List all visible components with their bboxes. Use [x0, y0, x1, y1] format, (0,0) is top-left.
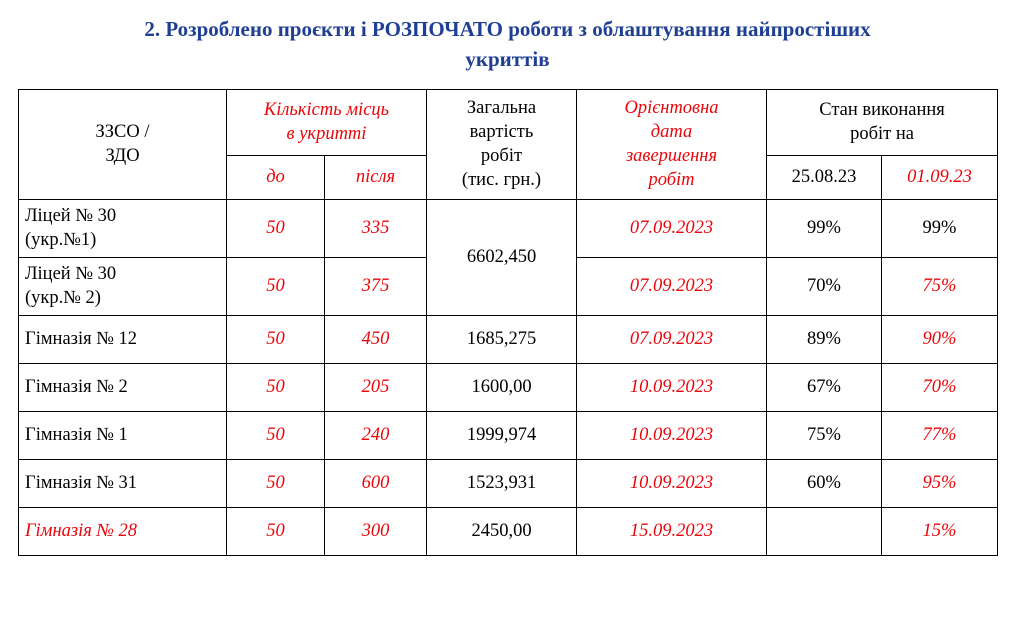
cell-status-1 — [767, 507, 882, 555]
cell-school-line1: Гімназія № 31 — [25, 473, 138, 494]
cell-school-line2: (укр.№ 2) — [25, 288, 101, 309]
header-cost-line1: Загальна — [466, 98, 537, 119]
cell-places-after: 205 — [325, 363, 427, 411]
header-places-group-line1: Кількість місць — [263, 100, 390, 121]
cell-places-after: 450 — [325, 315, 427, 363]
cell-status-2: 70% — [882, 363, 998, 411]
header-places-after: після — [325, 155, 427, 199]
cell-status-1: 99% — [767, 199, 882, 257]
cell-cost: 1523,931 — [427, 459, 577, 507]
cell-school — [19, 411, 227, 459]
cell-cost: 1999,974 — [427, 411, 577, 459]
header-places-group-line2: в укритті — [286, 124, 367, 145]
cell-school — [19, 363, 227, 411]
cell-places-before: 50 — [227, 315, 325, 363]
cell-date: 10.09.2023 — [577, 363, 767, 411]
cell-cost: 1600,00 — [427, 363, 577, 411]
cell-status-2: 90% — [882, 315, 998, 363]
cell-status-2: 95% — [882, 459, 998, 507]
cell-school — [19, 315, 227, 363]
header-cost-line3: робіт — [480, 146, 523, 167]
cell-places-before: 50 — [227, 411, 325, 459]
header-school — [19, 89, 227, 199]
header-date — [577, 89, 767, 199]
cell-date: 07.09.2023 — [577, 257, 767, 315]
header-places-before: до — [227, 155, 325, 199]
cell-status-1: 89% — [767, 315, 882, 363]
table-row — [19, 507, 998, 555]
cell-date: 07.09.2023 — [577, 315, 767, 363]
cell-cost: 6602,450 — [427, 199, 577, 315]
header-school-line1: ЗЗСО / — [95, 122, 150, 143]
table-row — [19, 199, 998, 257]
cell-date: 07.09.2023 — [577, 199, 767, 257]
cell-school-line1: Гімназія № 2 — [25, 377, 128, 398]
table-row — [19, 363, 998, 411]
cell-places-after: 600 — [325, 459, 427, 507]
cell-status-1: 67% — [767, 363, 882, 411]
cell-cost: 2450,00 — [427, 507, 577, 555]
cell-school — [19, 459, 227, 507]
shelters-table — [18, 89, 998, 556]
cell-status-1: 60% — [767, 459, 882, 507]
header-status-group-line2: робіт на — [850, 124, 914, 145]
header-status-group — [767, 89, 998, 155]
cell-places-after: 300 — [325, 507, 427, 555]
cell-status-1: 70% — [767, 257, 882, 315]
header-date-line1: Орієнтовна — [624, 98, 719, 119]
header-cost-line4: (тис. грн.) — [461, 170, 542, 191]
cell-school-line1: Гімназія № 28 — [25, 521, 138, 542]
cell-places-before: 50 — [227, 363, 325, 411]
header-date-line2: дата — [650, 122, 693, 143]
page-title — [0, 0, 1015, 81]
cell-places-before: 50 — [227, 257, 325, 315]
cell-school-line1: Гімназія № 1 — [25, 425, 128, 446]
header-status-group-line1: Стан виконання — [819, 100, 945, 121]
cell-status-2: 77% — [882, 411, 998, 459]
cell-status-2: 99% — [882, 199, 998, 257]
table-row — [19, 315, 998, 363]
header-cost — [427, 89, 577, 199]
cell-school-line1: Гімназія № 12 — [25, 329, 138, 350]
cell-date: 10.09.2023 — [577, 411, 767, 459]
table-header-row-1 — [19, 89, 998, 155]
cell-places-after: 375 — [325, 257, 427, 315]
header-status-date-1: 25.08.23 — [767, 155, 882, 199]
cell-status-2: 15% — [882, 507, 998, 555]
cell-school — [19, 507, 227, 555]
cell-places-before: 50 — [227, 459, 325, 507]
cell-status-2: 75% — [882, 257, 998, 315]
cell-places-before: 50 — [227, 199, 325, 257]
cell-school — [19, 199, 227, 257]
cell-places-after: 335 — [325, 199, 427, 257]
table-row — [19, 411, 998, 459]
page-title-line2: укриттів — [465, 47, 550, 72]
cell-date: 15.09.2023 — [577, 507, 767, 555]
header-places-group — [227, 89, 427, 155]
header-cost-line2: вартість — [469, 122, 534, 143]
cell-places-before: 50 — [227, 507, 325, 555]
cell-status-1: 75% — [767, 411, 882, 459]
cell-school-line1: Ліцей № 30 — [25, 206, 117, 227]
header-date-line3: завершення — [625, 146, 718, 167]
header-school-line2: ЗДО — [105, 146, 140, 167]
cell-cost: 1685,275 — [427, 315, 577, 363]
cell-school-line2: (укр.№1) — [25, 230, 97, 251]
cell-school-line1: Ліцей № 30 — [25, 264, 117, 285]
header-date-line4: робіт — [648, 170, 695, 191]
cell-places-after: 240 — [325, 411, 427, 459]
cell-school — [19, 257, 227, 315]
table-row — [19, 459, 998, 507]
header-status-date-2: 01.09.23 — [882, 155, 998, 199]
cell-date: 10.09.2023 — [577, 459, 767, 507]
page-title-line1: 2. Розроблено проєкти і РОЗПОЧАТО роботи з облаштування найпростіших — [144, 17, 871, 41]
